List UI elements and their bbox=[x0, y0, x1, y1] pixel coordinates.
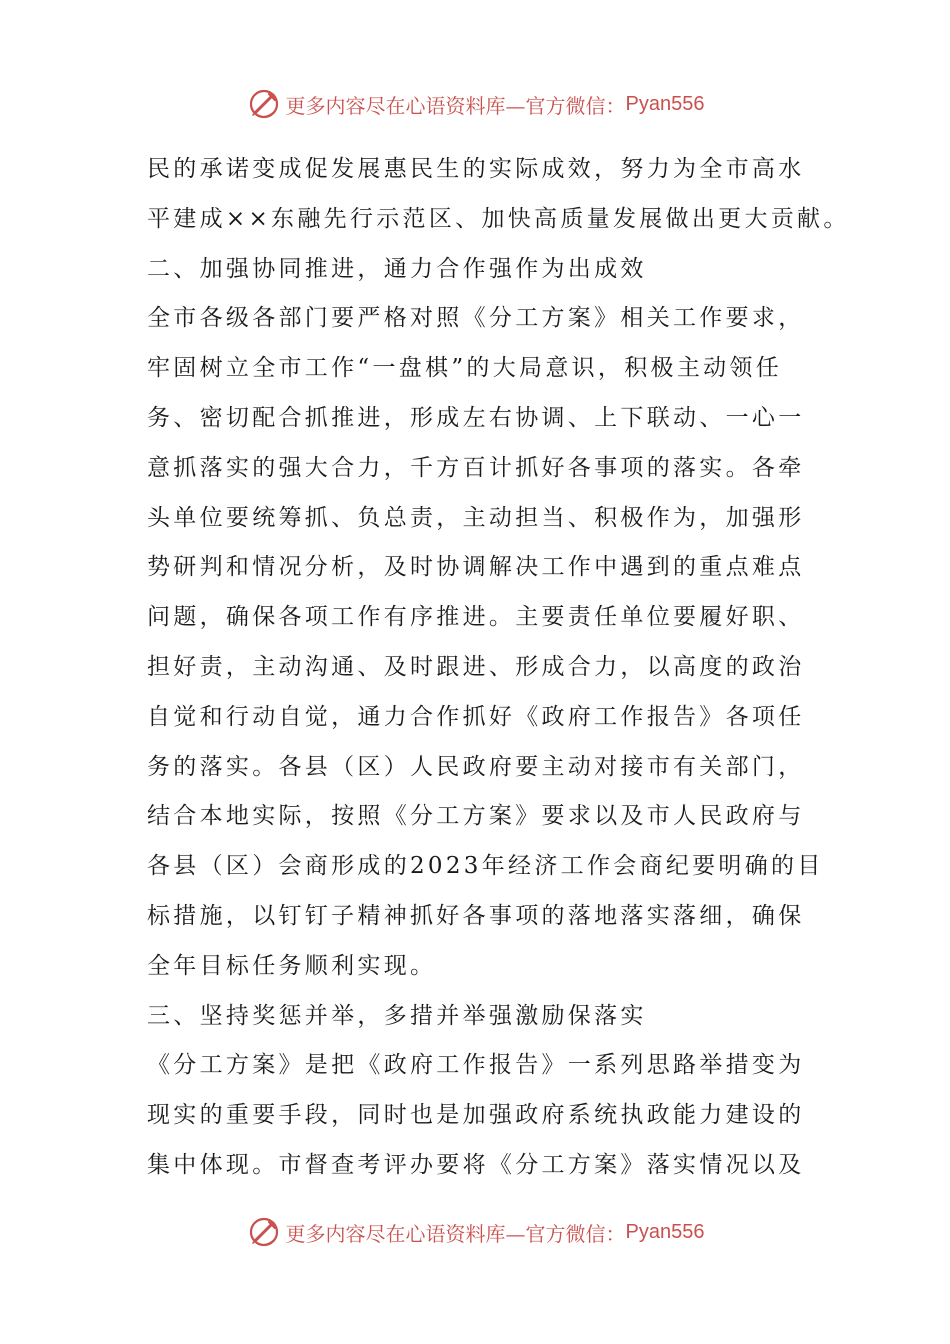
watermark-wechat-id: Pyan556 bbox=[625, 92, 705, 115]
text-line: 头单位要统筹抓、负总责，主动担当、积极作为，加强形 bbox=[147, 504, 805, 531]
text-line: 现实的重要手段，同时也是加强政府系统执政能力建设的 bbox=[147, 1102, 805, 1129]
text-line: 全年目标任务顺利实现。 bbox=[147, 952, 437, 979]
text-line: 民的承诺变成促发展惠民生的实际成效，努力为全市高水 bbox=[147, 156, 805, 182]
text-line: 标措施，以钉钉子精神抓好各事项的落地落实落细，确保 bbox=[147, 902, 805, 929]
watermark-text: 更多内容尽在心语资料库—官方微信： bbox=[285, 93, 626, 118]
text-line: 问题，确保各项工作有序推进。主要责任单位要履好职、 bbox=[147, 604, 805, 631]
pen-circle-logo-icon bbox=[246, 86, 282, 122]
text-line: 务的落实。各县（区）人民政府要主动对接市有关部门， bbox=[147, 753, 805, 780]
section-heading: 三、坚持奖惩并举，多措并举强激励保落实 bbox=[147, 1002, 647, 1029]
text-line: 意抓落实的强大合力，千方百计抓好各事项的落实。各牵 bbox=[147, 454, 805, 481]
text-line: 平建成××东融先行示范区、加快高质量发展做出更大贡献。 bbox=[147, 205, 850, 232]
watermark-wechat-id: Pyan556 bbox=[625, 1220, 705, 1243]
text-line: 务、密切配合抓推进，形成左右协调、上下联动、一心一 bbox=[147, 404, 805, 431]
section-heading: 二、加强协同推进，通力合作强作为出成效 bbox=[147, 255, 647, 282]
text-line: 自觉和行动自觉，通力合作抓好《政府工作报告》各项任 bbox=[147, 703, 805, 730]
text-line: 结合本地实际，按照《分工方案》要求以及市人民政府与 bbox=[147, 803, 805, 830]
text-line: 势研判和情况分析，及时协调解决工作中遇到的重点难点 bbox=[147, 554, 805, 581]
text-line: 《分工方案》是把《政府工作报告》一系列思路举措变为 bbox=[147, 1052, 805, 1079]
text-line: 担好责，主动沟通、及时跟进、形成合力，以高度的政治 bbox=[147, 653, 805, 680]
watermark-footer bbox=[0, 1212, 950, 1252]
pen-circle-logo-icon bbox=[246, 1214, 282, 1250]
text-line: 牢固树立全市工作“一盘棋”的大局意识，积极主动领任 bbox=[147, 355, 783, 382]
watermark-header bbox=[0, 84, 950, 124]
watermark-text: 更多内容尽在心语资料库—官方微信： bbox=[285, 1221, 626, 1246]
text-line: 集中体现。市督查考评办要将《分工方案》落实情况以及 bbox=[147, 1151, 805, 1178]
text-line: 各县（区）会商形成的2023年经济工作会商纪要明确的目 bbox=[147, 853, 824, 880]
text-line: 全市各级各部门要严格对照《分工方案》相关工作要求， bbox=[147, 305, 805, 332]
document-body bbox=[147, 145, 850, 1191]
